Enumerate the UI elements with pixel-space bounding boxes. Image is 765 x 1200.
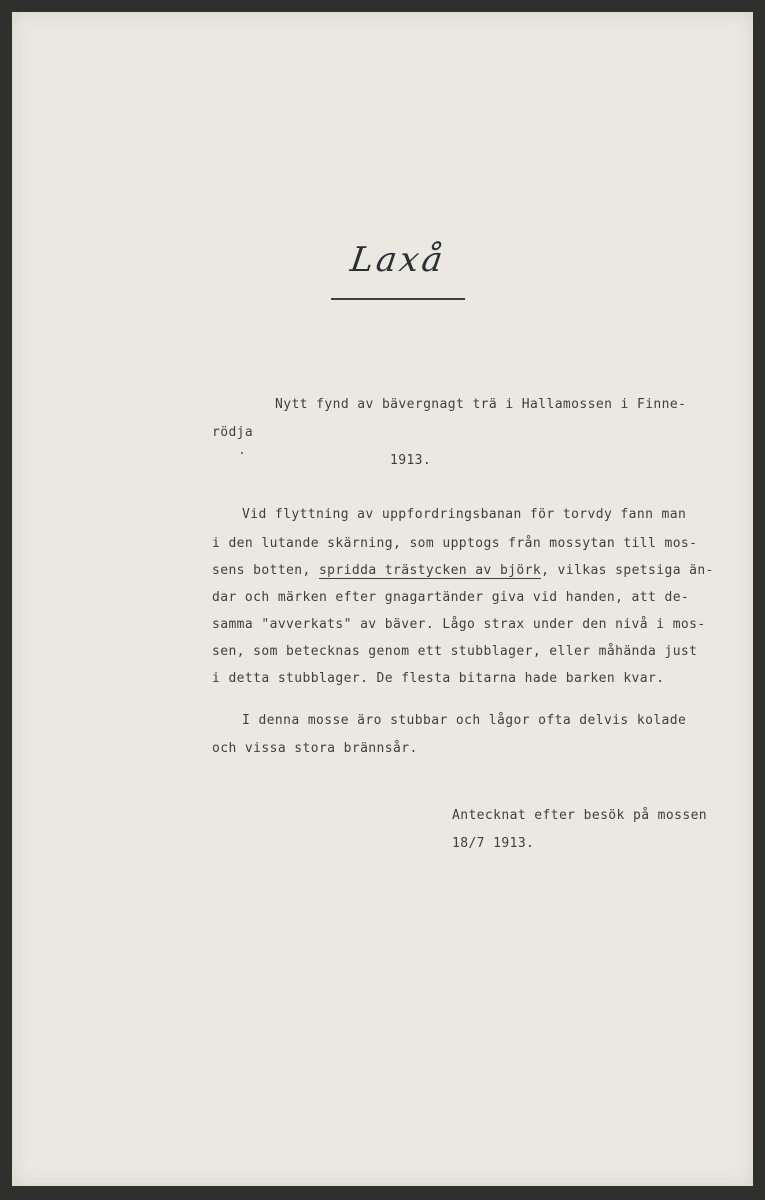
- intro-line-1: Nytt fynd av bävergnagt trä i Hallamossen i Finne-: [275, 397, 687, 412]
- signoff-date: 18/7 1913.: [452, 836, 535, 851]
- intro-line-2: rödja: [212, 425, 254, 440]
- heading-underline: [331, 298, 465, 300]
- underlined-phrase: spridda trästycken av björk: [318, 563, 542, 578]
- signoff-line-1: Antecknat efter besök på mossen: [452, 808, 708, 823]
- intro-year: 1913.: [390, 453, 432, 468]
- para1-line-3-start: sens botten,: [212, 563, 319, 578]
- ink-speck: [241, 452, 243, 454]
- para1-line-3: [212, 563, 714, 578]
- para1-line-4: dar och märken efter gnagartänder giva vid handen, att de-: [212, 590, 690, 605]
- para1-line-6: sen, som betecknas genom ett stubblager, eller måhända just: [212, 644, 698, 659]
- para1-line-5: samma "avverkats" av bäver. Lågo strax under den nivå i mos-: [212, 617, 706, 632]
- para1-line-1: Vid flyttning av uppfordringsbanan för torvdy fann man: [242, 507, 687, 522]
- para2-line-1: I denna mosse äro stubbar och lågor ofta delvis kolade: [242, 713, 687, 728]
- para1-line-3-end: , vilkas spetsiga än-: [541, 563, 714, 578]
- heading-block: [318, 240, 478, 280]
- para2-line-2: och vissa stora brännsår.: [212, 741, 418, 756]
- handwritten-heading: Laxå: [348, 240, 448, 280]
- para1-line-2: i den lutande skärning, som upptogs från mossytan till mos-: [212, 536, 698, 551]
- para1-line-7: i detta stubblager. De flesta bitarna hade barken kvar.: [212, 671, 665, 686]
